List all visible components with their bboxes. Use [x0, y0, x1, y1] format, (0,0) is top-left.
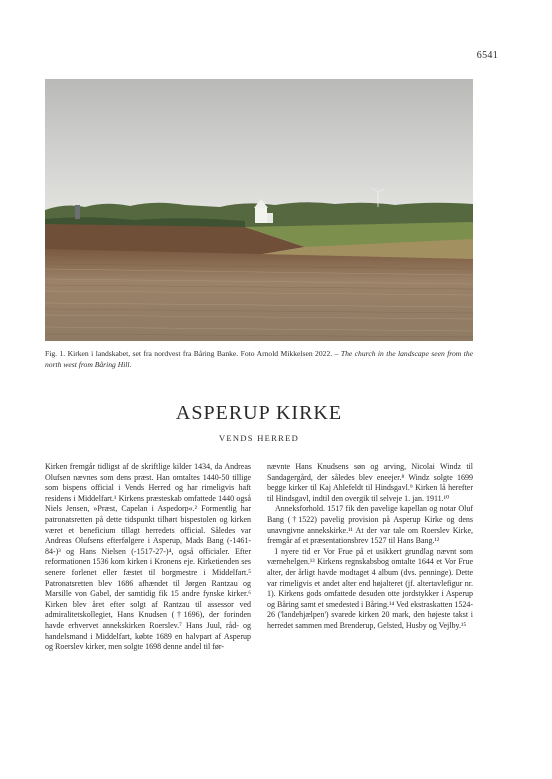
caption-english: The church in the landscape seen from the north west from Båring Hill.: [45, 349, 473, 369]
body-text: [45, 462, 473, 653]
paragraph: nævnte Hans Knudsens søn og arving, Nicolai Windz til Sandagergård, der således blev eneejer.⁸ Windz solgte 1699 begge kirker til Kaj Ahlefeldt til Hindsgavl.⁹ Kirken lå herefter til Hindsgavl, indtil den overgik til selveje 1. jan. 1911.¹⁰: [267, 462, 473, 503]
paragraph: I nyere tid er Vor Frue på et usikkert grundlag nævnt som værnehelgen.¹³ Kirkens regnskabsbog omtalte 1644 et Vor Frue alter, der årligt havde modtaget 4 album (dvs. penninge). Dette var rimeligvis et andet alter end højalteret (jf. altertavlefigur nr. 1). Kirkens gods omfattede desuden otte jordstykker i Asperup og Båring samt et smedested i Båring.¹⁴ Ved ekstraskatten 1524-26 ('landehjælpen') svarede kirken 20 mark, den højeste takst i herredet sammen med Brenderup, Gelsted, Husby og Vejlby.¹⁵: [267, 546, 473, 630]
caption-danish: Fig. 1. Kirken i landskabet, set fra nordvest fra Båring Banke. Foto Arnold Mikkelsen 2022. –: [45, 349, 341, 358]
right-column: [267, 462, 473, 653]
paragraph: Kirken fremgår tidligst af de skriftlige kilder 1434, da Andreas Olufsen nævnes som dens præst. Han omtaltes 1440-50 tillige som bispens official i Vends Herred og har rimeligvis haft residens i Middelfart.¹ Kirkens præsteskab omfattede 1440 også Niels Jensen, »Præst, Capelan i Aspedorp«.² Formentlig har patronatsretten på dette tidspunkt tilhørt bispestolen og kirken været et beneficium tillagt herredets official. Således var Andreas Olufsens efterfølgere i Asperup, Mads Bang (-1461-84-)³ og Hans Nielsen (-1517-27-)⁴, også officialer. Efter reformationen 1536 kom kirken i Kronens eje. Kirketienden ses senere forlenet eller fæstet til borgmestre i Middelfart.⁵ Patronatsretten blev 1686 afhændet til Jørgen Rantzau og Marsille von Gabel, der samtidig fik 15 andre fynske kirker.⁶ Kirken blev året efter solgt af Rantzau til assessor ved admiralitetskollegiet, Hans Knudsen (†1696), der forinden havde erhvervet annekskirken Roerslev.⁷ Hans Juul, råd- og handelsmand i Middelfart, købte 1689 en halvpart af Asperup og Roerslev kirker, men solgte 1698 denne andel til før-: [45, 462, 251, 652]
page-subtitle: VENDS HERRED: [218, 433, 300, 443]
paragraph: Anneksforhold. 1517 fik den pavelige kapellan og notar Oluf Bang (†1522) pavelig provision på Asperup Kirke og dens unavngivne annekskirke.¹¹ At der var tale om Roerslev Kirke, fremgår af et præsentationsbrev 1527 til Hans Bang.¹²: [267, 504, 473, 546]
figure-caption: [45, 348, 473, 370]
page-number: 6541: [476, 50, 498, 61]
church-photo-icon: [45, 79, 473, 341]
page-title: ASPERUP KIRKE: [175, 402, 343, 424]
landscape-photo: [45, 79, 473, 341]
left-column: [45, 462, 251, 653]
